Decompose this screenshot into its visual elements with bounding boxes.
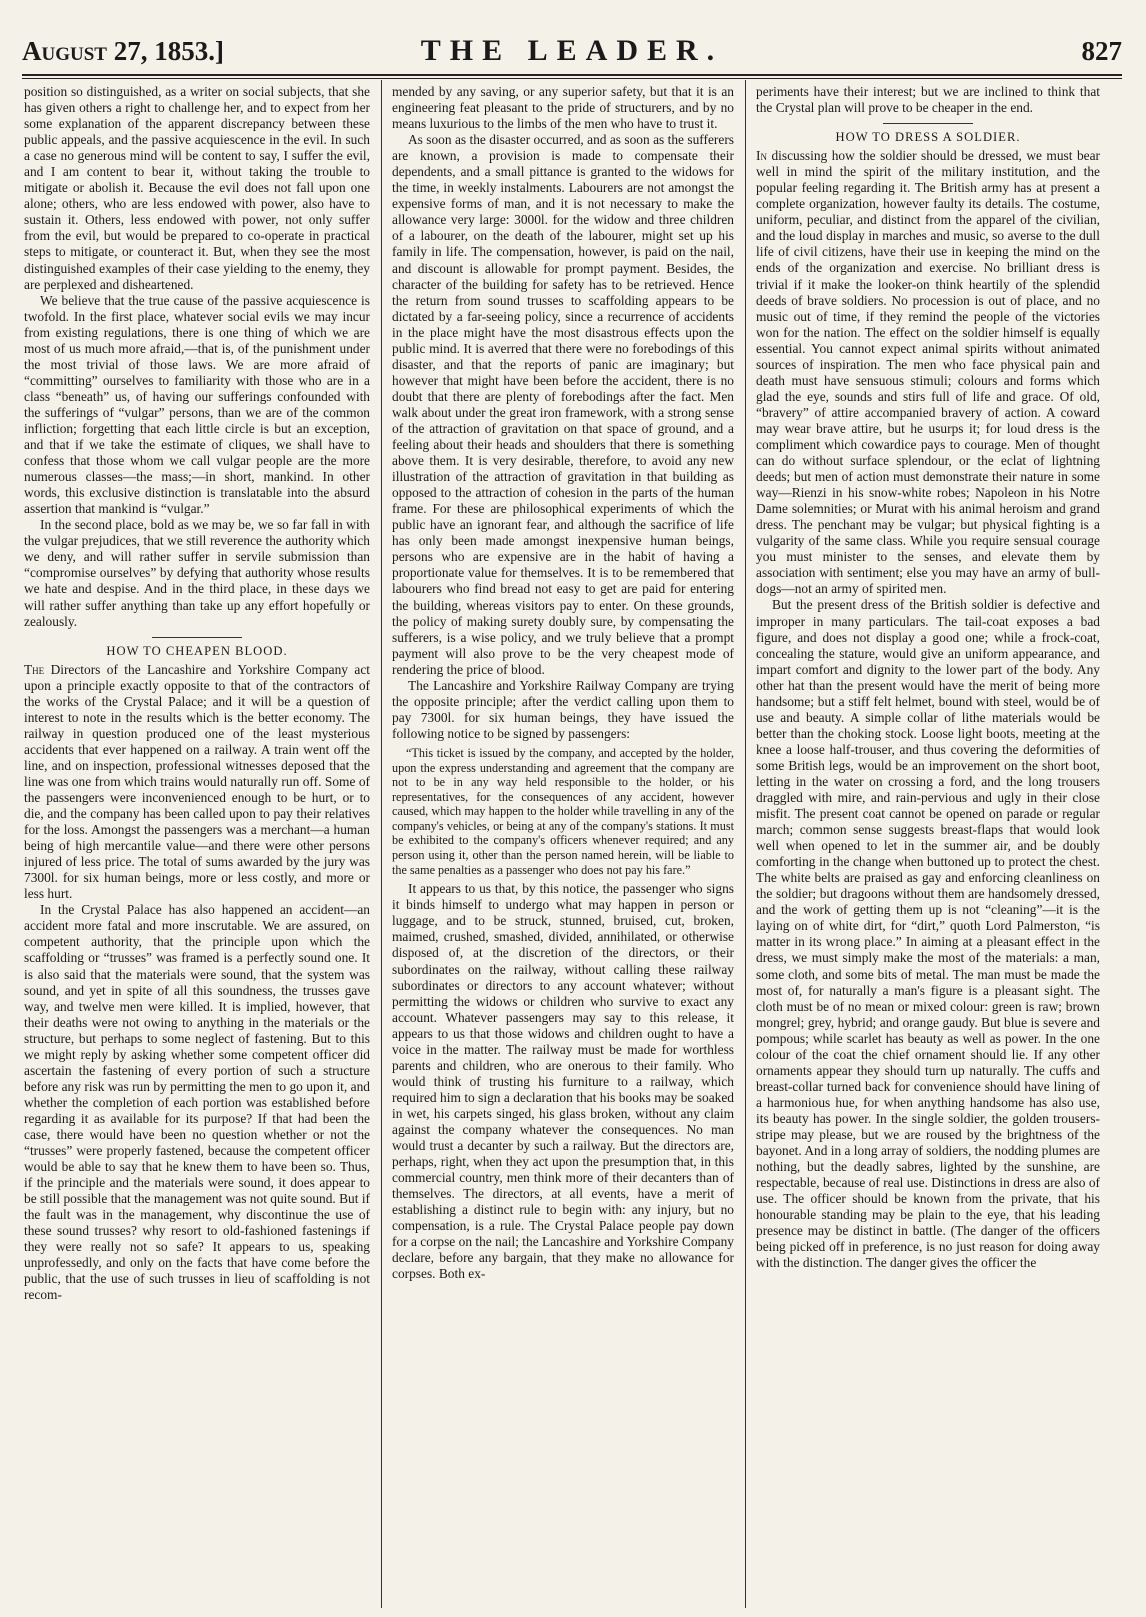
masthead-rule-thin <box>22 78 1122 79</box>
article-paragraph: In the second place, bold as we may be, we so far fall in with the vulgar prejudices, that we still reverence the authority which we deny, and will rather suffer in servile submission than “compromise ourselves” by defying that authority whose results we hate and despise. And in the third place, in these days we will rather suffer anything than take up any effort hopefully or zealously. <box>24 517 370 629</box>
column-1 <box>24 84 370 1606</box>
article-paragraph: It appears to us that, by this notice, the passenger who signs it binds himself to undergo what may happen in person or luggage, and to be struck, stunned, bruised, cut, broken, maimed, crushed, smashed, divided, annihilated, or otherwise disposed of, at the discretion of the directors, or their subordinates on the railway, without calling these railway subordinates or directors to any account whatever; without permitting the widows or children who survive to exact any account. Whatever passengers may say to this release, it appears to us that those widows and children ought to have a voice in the matter. The railway must be made for worthless parents and children, who are onerous to their family. Who would think of trusting his furniture to a railway, which required him to sign a declaration that his books may be soaked in wet, his carpets singed, his glass broken, without any claim against the company whatever the consequences. No man would trust a decanter by such a railway. But the directors are, perhaps, right, when they act upon the presumption that, in this commercial country, men think more of their decanters than of themselves. The directors, at all events, have a merit of establishing a distinct rule to begin with: any injury, but no compensation, is a rule. The Crystal Palace people pay down for a corpse on the nail; the Lancashire and Yorkshire Company declare, before any bargain, that they make no allowance for corpses. Both ex- <box>392 881 734 1282</box>
article-heading: HOW TO CHEAPEN BLOOD. <box>106 643 288 658</box>
section-rule <box>152 637 242 638</box>
article-paragraph <box>756 148 1100 597</box>
masthead <box>22 34 1122 70</box>
masthead-rule-thick <box>22 74 1122 76</box>
article-paragraph: periments have their interest; but we are inclined to think that the Crystal plan will prove to be cheaper in the end. <box>756 84 1100 116</box>
article-text: discussing how the soldier should be dressed, we must bear well in mind the spirit of the military institution, and the popular feeling regarding it. The British army has at present a complete organization, however faulty its details. The costume, uniform, peculiar, and distinct from the apparel of the civilian, and the loud display in marches and music, so averse to the dull life of civil citizens, have their use in keeping the mind on the ends of the organization and exercise. No brilliant dress is trivial if it make the looker-on think heartily of the splendid deeds of brave soldiers. No procession is out of place, and no music out of time, if they remind the people of the victories won for the nation. The effect on the soldier himself is equally essential. You cannot expect animal spirits without animated sources of inspiration. The men who face physical pain and death must have sensuous stimuli; colours and forms which glad the eye, sounds and stirs full of life and grace. Of old, “bravery” of attire accompanied bravery of action. A coward may wear brave attire, but he usurps it; for loud dress is the compliment which cowardice pays to courage. Men of thought can do without surface splendour, or the eclat of lightning deeds; but men of action must demonstrate their nature in some way—Rienzi in his snow-white robes; Napoleon in his Notre Dame solemnities; or Murat with his animal heroism and grand dress. The penchant may be vulgar; but physical fighting is a vulgarity of the same class. While you require sensual courage you must minister to the senses, and elevate them by association with sentiment; else you may have an army of bull-dogs—not an army of spirited men. <box>756 148 1100 597</box>
article-paragraph: position so distinguished, as a writer on social subjects, that she has given others a right to challenge her, and to expect from her some explanation of the apparent discrepancy between these public appeals, and the passive acquiescence in the evil. In such a case no generous mind will be content to say, I suffer the evil, and I am content to bear it, without taking the trouble to mitigate or abolish it. Because the evil does not fall upon one alone; others, who are less endowed with power, also have to sustain it. Others, less endowed with power, not only suffer from the evil, but would be prepared to co-operate in practical steps to mitigate, or counteract it. But, when they see the most distinguished examples of their case yielding to the enemy, they are perplexed and disheartened. <box>24 84 370 292</box>
article-heading: HOW TO DRESS A SOLDIER. <box>835 130 1021 145</box>
column-divider <box>745 80 746 1608</box>
article-paragraph: As soon as the disaster occurred, and as soon as the sufferers are known, a provision is made to compensate their dependents, and a small pittance is granted to the widows for the time, in weekly instalments. Labourers are not amongst the expensive forms of man, and it is not necessary to make the allowance very large: 3000l. for the widow and three children of a labourer, on the death of the labourer, might set up his family in life. The compensation, however, is paid on the nail, and discount is allowable for prompt payment. Besides, the character of the building for safety has to be retrieved. Hence the return from sound trusses to scaffolding appears to be dictated by a far-seeing policy, since a recurrence of accidents in the place might have the most disastrous effects upon the public mind. It is averred that there were no forebodings of this disaster, and that the reports of panic are imaginary; but however that might have been before the accident, there is no doubt that there are plenty of forebodings after the fact. Men walk about under the great iron framework, with a strong sense of the attraction of gravitation on that space of ground, and a feeling about their heads and shoulders that there is something above them. It is very desirable, therefore, to avoid any new illustration of the attraction of gravitation in that building as opposed to the attraction of cohesion in the parts of the human frame. For these are philosophical experiments of which the public have an ignorant fear, and although the sacrifice of life has only been made amongst inexpensive human beings, persons who are expensive are in the habit of having a proportionate value for themselves. It is to be remembered that labourers who find bread not easy to get are paid for entering the building, whereas visitors pay to enter. On these grounds, the policy of making surety doubly sure, by compensating the sufferers, is a wise policy, and we truly believe that a prompt payment will also prove to be the very cheapest mode of rendering the price of blood. <box>392 132 734 677</box>
article-paragraph: We believe that the true cause of the passive acquiescence is twofold. In the first place, whatever social evils we may incur from existing regulations, there is one thing of which we are most of us much more afraid,—that is, of the punishment under the most trivial of those laws. We are more afraid of “committing” ourselves to familiarity with those who are in a class “beneath” us, of having our sufferings confounded with the sufferings of “vulgar” persons, than we are of the common infliction; forgetting that each little circle is but an exception, and that if we take the estimate of cliques, we shall have to confess that those whom we call vulgar people are the more numerous classes—the mass;—in short, mankind. In other words, this exclusive distinction is translatable into the absurd assertion that mankind is “vulgar.” <box>24 292 370 517</box>
article-paragraph: But the present dress of the British soldier is defective and improper in many particulars. The tail-coat exposes a bad figure, and does not display a good one; while a frock-coat, concealing the stature, would give an uniform appearance, and impart comfort and dignity to the lower part of the body. Any other hat than the present would have the merit of being more handsome; but a stiff felt helmet, bound with steel, would be of use and beauty. A simple collar of lithe materials would be better than the choking stock. Loose light boots, meeting at the knee a loose half-trouser, and thus covering the deformities of some British legs, would be an improvement on the short boot, letting in the water on crossing a ford, and the long trousers draggled with mire, and rain-pervious and ugly in their close misfit. The present coat cannot be opened on parade or regular march; common sense suggests breast-flaps that would look well when opened to let in the summer air, and be doubly comforting in the change when buttoned up to protect the chest. The white belts are praised as gay and enforcing cleanliness on the soldier; but dragoons without them are handsomely dressed, and the work of getting them up is not “cleaning”—it is the laying on of white dirt, for “dirt,” quoth Lord Palmerston, “is matter in its wrong place.” In aiming at a pleasant effect in the dress, we must simply make the most of the materials: a man, some cloth, and some bits of metal. The man must be made the most of, for naturally a man's figure is a pleasant sight. The cloth must be of no mean or mixed colour: green is raw; brown mongrel; grey, hybrid; and orange gaudy. But blue is severe and pompous; while scarlet has beauty as well as power. In the one colour of the coat the chief ornament should lie. If any other ornaments appear they should turn up naturally. The cuffs and breast-collar turned back for convenience should have lining of a harmonious hue, for when anything handsome has also use, its beauty has power. In the single soldier, the golden trousers-stripe may please, but we are roused by the brightness of the bayonet. And in a long array of soldiers, the nodding plumes are nothing, but the deadly sabres, lighted by the sunshine, are respectable, because of real use. Distinctions in dress are also of use. The officer should be known from the private, that his honourable standing may be plain to the eye, that his leading presence may be distinct in battle. (The danger of the officers being picked off in preference, is no just reason for doing away with the distinction. The danger gives the officer the <box>756 597 1100 1271</box>
lead-word: In <box>756 148 767 164</box>
quote-text: “This ticket is issued by the company, and accepted by the holder, upon the express understanding and agreement that the company are not to be in any way held responsible to the holder, or his representatives, for the consequences of any accident, however caused, which may happen to the holder while travelling in any of the company's vehicles, or being at any of the company's stations. It must be exhibited to the company's officers whenever required; and any person using it, other than the person named herein, will be liable to the same penalties as a passenger who does not pay his fare.” <box>392 745 734 877</box>
section-rule <box>883 123 973 124</box>
column-3 <box>756 84 1100 1606</box>
article-paragraph: mended by any saving, or any superior safety, but that it is an engineering feat pleasant to the pride of structurers, and by no means luxurious to the limbs of the men who have to trust it. <box>392 84 734 132</box>
article-text: Directors of the Lancashire and Yorkshire Company act upon a principle exactly opposite to that of the contractors of the works of the Crystal Palace; and it will be a question of interest to note in the results which is the better economy. The railway in question produced one of the least mysterious accidents that ever happened on a railway. A train went off the line, and on inspection, professional witnesses deposed that the line was one from which trains would naturally run off. Some of the passengers were inconvenienced enough to be hurt, or to die, and the company has been called upon to pay their relatives for the loss. Amongst the passengers was a merchant—a human being of high mercantile value—and there were other persons injured of less price. The total of sums awarded by the jury was 7300l. for six human beings, more or less costly, and more or less hurt. <box>24 661 370 902</box>
issue-date: August 27, 1853.] <box>22 36 224 66</box>
article-paragraph: The Lancashire and Yorkshire Railway Company are trying the opposite principle; after the verdict calling upon them to pay 7300l. for six human beings, they have issued the following notice to be signed by passengers: <box>392 677 734 741</box>
article-paragraph <box>24 662 370 903</box>
newspaper-title: THE LEADER. <box>420 34 724 67</box>
lead-word: The <box>24 661 45 677</box>
column-2 <box>392 84 734 1606</box>
quoted-notice <box>392 746 734 877</box>
column-divider <box>381 80 382 1608</box>
page-number: 827 <box>1081 36 1122 66</box>
article-paragraph: In the Crystal Palace has also happened an accident—an accident more fatal and more inscrutable. We are assured, on competent authority, that the principle upon which the scaffolding or “trusses” was framed is a perfectly sound one. It is also said that the materials were sound, that the system was sound, and yet in spite of all this soundness, the trusses gave way, and twelve men were killed. It is implied, however, that their deaths were not owing to anything in the materials or the structure, but perhaps to some neglect of fastening. But to this we might reply by asking whether some competent officer did ascertain the fastening of every portion of such a structure before any risk was run by permitting the men to go upon it, and whether the completion of each portion was established before regarding it as available for its purpose? If that had been the case, there would have been no question whether or not the “trusses” were properly fastened, because the competent officer would be able to say that he knew them to have been so. Thus, if the principle and the materials were sound, it does appear to be still possible that the management was not quite sound. But if the fault was in the management, why discontinue the use of these sound trusses? why resort to old-fashioned fastenings if they were really not so safe? It appears to us, speaking unprofessedly, and only on the facts that have come before the public, that the use of such trusses in lieu of scaffolding is not recom- <box>24 902 370 1303</box>
